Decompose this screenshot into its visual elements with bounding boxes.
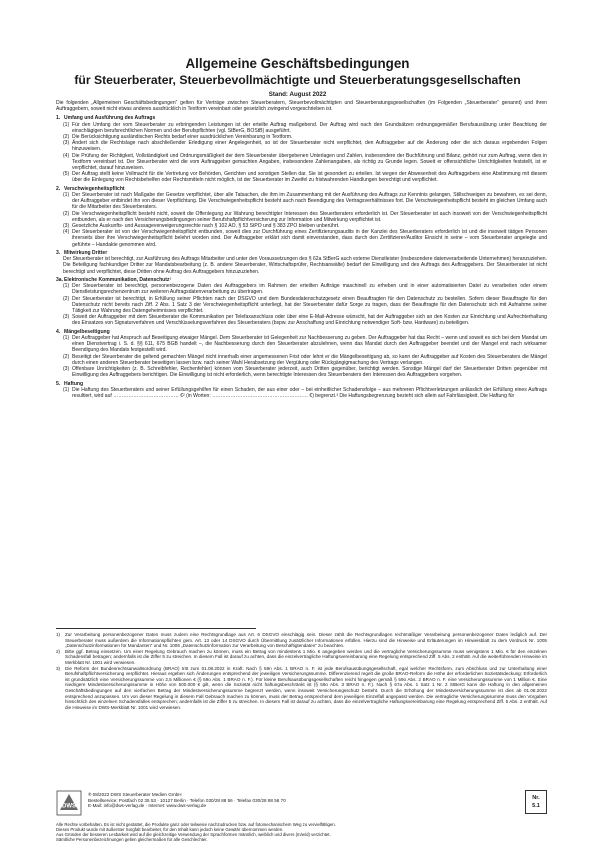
form-number-label: Nr. <box>532 795 540 801</box>
clause-text: Der Auftraggeber hat Anspruch auf Beseitigung etwaiger Mängel. Dem Steuerberater ist Gelegenheit zur Nachbesserung zu geben. Der Auftraggeber hat das Recht – wenn und soweit es sich bei dem Mandat um einen Dienstvertrag i. S. d. §§ 611, 675 BGB handelt –, die Nachbesserung durch den Steuerberater abzulehnen, wenn das Mandat durch den Auftraggeber beendet und der Mangel erst nach wirksamer Beendigung des Mandats festgestellt wird. <box>72 335 547 354</box>
clause-text: Der Auftrag stellt keine Vollmacht für die Vertretung vor Behörden, Gerichten und sonstigen Stellen dar. Sie ist gesondert zu erteilen. Ist wegen der Abwesenheit des Auftraggebers eine Abstimmung mit diesem über die Einlegung von Rechtsbehelfen oder Rechtsmitteln nicht möglich, ist der Steuerberater im Zweifel zu fristwahrenden Handlungen berechtigt und verpflichtet. <box>72 171 547 184</box>
publisher-footer <box>56 790 547 820</box>
clause <box>56 192 547 211</box>
clause-text: Die Verschwiegenheitspflicht besteht nicht, soweit die Offenlegung zur Wahrung berechtigter Interessen des Steuerberaters erforderlich ist. Der Steuerberater ist auch insoweit von der Verschwiegenheitspflicht entbunden, als er nach den Versicherungsbedingungen seiner Berufshaftpflichtversicherung zur Information und Mitwirkung verpflichtet ist. <box>72 210 547 223</box>
legal-notice <box>56 822 547 842</box>
clause <box>56 283 547 295</box>
clause <box>56 140 547 152</box>
clause-text: Der Steuerberater ist von der Verschwiegenheitspflicht entbunden, soweit dies zur Durchführung eines Zertifizierungsaudits in der Kanzlei des Steuerberaters erforderlich ist und die insoweit tätigen Personen ihrerseits über ihre Verschwiegenheitspflicht belehrt worden sind. Der Auftraggeber erklärt sich damit einverstanden, dass durch den Zertifizierer/Auditor Einsicht in seine – vom Steuerberater angelegte und geführte – Handakte genommen wird. <box>72 229 547 248</box>
clause-text: Der Steuerberater ist berechtigt, personenbezogene Daten des Auftraggebers im Rahmen der erteilten Aufträge maschinell zu erheben und in einer automatisierten Datei zu verarbeiten oder einem Dienstleistungsrechenzentrum zur weiteren Auftragsdatenverarbeitung zu übertragen. <box>72 283 547 296</box>
clause-number: (1) <box>63 386 70 393</box>
clause-number: (4) <box>63 152 70 159</box>
intro-paragraph: Die folgenden „Allgemeinen Geschäftsbedingungen“ gelten für Verträge zwischen Steuerberatern, Steuerbevollmächtigten und Steuerberatungsgesellschaften (im Folgenden „Steuerberater“ genannt) und ihren Auftraggebern, soweit nicht etwas anderes ausdrücklich in Textform vereinbart oder gesetzlich zwingend vorgeschrieben ist. <box>56 100 547 113</box>
legal-line: Sämtliche Personenbezeichnungen gelten gleichermaßen für alle Geschlechter. <box>56 837 208 842</box>
dws-logo-icon <box>56 790 82 816</box>
clause <box>56 354 547 366</box>
clause-text: Die Berücksichtigung ausländischen Rechts bedarf einer ausdrücklichen Vereinbarung in Textform. <box>72 134 293 141</box>
section-number: 5. <box>56 380 61 387</box>
clause <box>56 229 547 248</box>
clause-text: Soweit der Auftraggeber mit dem Steuerberater die Kommunikation per Telefaxanschluss oder über eine E-Mail-Adresse wünscht, hat der Auftraggeber sich an den Kosten zur Einrichtung und Aufrechterhaltung des Einsatzes von Signaturverfahren und Verschlüsselungsverfahren des Steuerberaters (bspw. zur Anschaffung und Einrichtung notwendiger Soft- bzw. Hardware) zu beteiligen. <box>72 314 547 327</box>
document-body <box>56 100 547 399</box>
clause-text: Der Steuerberater ist berechtigt, in Erfüllung seiner Pflichten nach der DSGVO und dem Bundesdatenschutzgesetz einen Beauftragten für den Datenschutz zu bestellen. Sofern dieser Beauftragte für den Datenschutz nicht bereits nach Ziff. 2 Abs. 1 Satz 3 der Verschwiegenheitspflicht unterliegt, hat der Steuerberater dafür Sorge zu tragen, dass der Beauftragte für den Datenschutz sich mit Aufnahme seiner Tätigkeit zur Wahrung des Datengeheimnisses verpflichtet. <box>72 295 547 315</box>
legal-line: Aus Gründen der besseren Lesbarkeit wird auf die gleichzeitige Verwendung der Sprachformen männlich, weiblich und divers (m/w/d) verzichtet. <box>56 832 331 837</box>
legal-line: Alle Rechte vorbehalten. Es ist nicht gestattet, die Produkte ganz oder teilweise nachzudrucken bzw. auf fotomechanischem Weg zu vervielfältigen. <box>56 822 336 827</box>
clause <box>56 171 547 183</box>
clause <box>56 211 547 223</box>
clause-number: (2) <box>63 295 70 302</box>
copyright-line: ® 08/2022 DWS Steuerberater Medien GmbH <box>88 792 182 797</box>
clause-text: Die Haftung des Steuerberaters und seiner Erfüllungsgehilfen für einen Schaden, der aus einer oder – bei einheitlicher Schadensfolge – aus mehreren Pflichtverletzungen anlässlich der Erfüllung eines Auftrags resultiert, wird auf ………………………………… €² (in Worten: ………………………………………………… €) begrenzt.³ Die Haftungsbegrenzung bezieht sich allein auf Fahrlässigkeit. Die Haftung für <box>72 386 547 400</box>
section-title: Elektronische Kommunikation, Datenschutz¹ <box>64 277 172 284</box>
section-number: 2. <box>56 185 61 192</box>
section <box>56 381 547 400</box>
form-number-value: 5.1 <box>532 803 540 809</box>
footnote <box>56 649 547 666</box>
footnote <box>56 632 547 649</box>
clause-number: (2) <box>63 134 70 141</box>
clause <box>56 153 547 172</box>
logo-text: DWS <box>62 803 76 810</box>
section <box>56 329 547 379</box>
clause-text: Gesetzliche Auskunfts- und Aussageverweigerungsrechte nach § 102 AO, § 53 StPO und § 383 ZPO bleiben unberührt. <box>72 223 340 230</box>
clause <box>56 296 547 315</box>
clause-text: Ändert sich die Rechtslage nach abschließender Erledigung einer Angelegenheit, so ist der Steuerberater nicht verpflichtet, den Auftraggeber auf die Änderung oder die sich daraus ergebenden Folgen hinzuweisen. <box>72 140 547 153</box>
section-title: Umfang und Ausführung des Auftrags <box>64 115 156 122</box>
publisher-info <box>88 792 286 809</box>
section-title: Mitwirkung Dritter <box>64 250 108 257</box>
footnote <box>56 666 547 711</box>
clause-text: Beseitigt der Steuerberater die geltend gemachten Mängel nicht innerhalb einer angemessenen Frist oder lehnt er die Mängelbeseitigung ab, so kann der Auftraggeber auf Kosten des Steuerberaters die Mängel durch einen anderen Steuerberater beseitigen lassen bzw. nach seiner Wahl Herabsetzung der Vergütung oder Rückgängigmachung des Vertrags verlangen. <box>72 353 547 366</box>
clause-text: Der Steuerberater ist nach Maßgabe der Gesetze verpflichtet, über alle Tatsachen, die ihm im Zusammenhang mit der Ausführung des Auftrags zur Kenntnis gelangen, Stillschweigen zu bewahren, es sei denn, der Auftraggeber entbindet ihn von dieser Verpflichtung. Die Verschwiegenheitspflicht besteht auch nach Beendigung des Vertragsverhältnisses fort. Die Verschwiegenheitspflicht besteht im gleichen Umfang auch für die Mitarbeiter des Steuerberaters. <box>72 192 547 211</box>
footnote-text: Bitte ggf. Betrag einsetzen. Um einer Regelung Gebrauch machen zu können, muss ein Betrag von mindestens 1 Mio. € angegeben werden und die vertragliche Versicherungssumme muss wenigstens 1 Mio. € für den einzelnen Schadensfall betragen; andernfalls ist die Ziffer 5 zu streichen. In diesem Fall ist darauf zu achten, dass die einzelvertragliche Haftungsvereinbarung eine Regelung entsprechend Ziff. 5 Abs. 2 enthält. Auf die weiterführenden Hinweise im Merkblatt Nr. 1001 wird verwiesen. <box>65 648 547 665</box>
section <box>56 115 547 183</box>
clause <box>56 335 547 354</box>
clause-text: Für den Umfang der vom Steuerberater zu erbringenden Leistungen ist der erteilte Auftrag maßgebend. Der Auftrag wird nach den Grundsätzen ordnungsgemäßer Berufsausübung unter Beachtung der einschlägigen berufsrechtlichen Normen und der Berufspflichten (vgl. StBerG, BOStB) ausgeführt. <box>72 121 547 134</box>
clause-number: (1) <box>63 192 70 199</box>
title-block <box>56 56 539 98</box>
legal-line: Dieses Produkt wurde mit äußerster Sorgfalt bearbeitet, für den Inhalt kann jedoch keine Gewähr übernommen werden. <box>56 827 284 832</box>
section-number: 3a. <box>56 277 64 284</box>
clause-number: (5) <box>63 171 70 178</box>
footnotes <box>56 632 547 710</box>
form-number-box <box>525 790 547 814</box>
footnote-divider <box>56 628 256 629</box>
clause-number: (1) <box>63 283 70 290</box>
footnote-number: 3) <box>56 665 61 671</box>
document-date: Stand: August 2022 <box>268 91 327 98</box>
document-title: Allgemeine Geschäftsbedingungen <box>185 56 410 71</box>
footnote-number: 2) <box>56 648 61 654</box>
footnote-text: Zur Verarbeitung personenbezogener Daten muss zudem eine Rechtsgrundlage aus Art. 6 DSGVO einschlägig sein. Dieser zählt die Rechtsgrundlagen rechtmäßiger Verarbeitung personenbezogener Daten lediglich auf. Der Steuerberater muss außerdem die Informationspflichten gem. Art. 13 oder 14 DSGVO durch Übermittlung zusätzlicher Informationen erfüllen. Hierzu sind die Hinweise und Erläuterungen im Hinweisblatt zu dem Vordruck Nr. 1005 „Datenschutzinformationen für Mandanten“ und Nr. 1006 „Datenschutzinformation zur Verarbeitung von Beschäftigtendaten“ zu beachten. <box>65 632 547 649</box>
clause-text: Die Prüfung der Richtigkeit, Vollständigkeit und Ordnungsmäßigkeit der dem Steuerberater übergebenen Unterlagen und Zahlen, insbesondere der Buchführung und Bilanz, gehört nur zum Auftrag, wenn dies in Textform vereinbart ist. Der Steuerberater wird die vom Auftraggeber gemachten Angaben, insbesondere Zahlenangaben, als richtig zu Grunde legen. Soweit er offensichtliche Unrichtigkeiten feststellt, ist er verpflichtet, darauf hinzuweisen. <box>72 152 547 172</box>
clause-number: (4) <box>63 229 70 236</box>
footnote-number: 1) <box>56 632 61 637</box>
footnote-text: Die Reform der Bundesrechtsanwaltsordnung (BRAO) tritt zum 01.08.2022 in Kraft. Nach § 59n Abs. 1 BRAO n. F. ist jede Berufsausübungsgesellschaft, egal welcher Rechtsform, zum Abschluss und zur Unterhaltung einer Berufshaftpflichtversicherung verpflichtet. Hieraus ergeben sich Änderungen entsprechend der jeweiligen Versicherungssumme. Differenzierend regelt die große BRAO-Reform die Höhe der erforderlichen Sozietätsdeckung: Erforderlich ist grundsätzlich eine Versicherungssumme von 2,5 Millionen € (§ 59o Abs. 1 BRAO n. F.). Für kleine Berufsausübungsgesellschaften reicht hingegen gemäß § 59o Abs. 2 BRAO n. F. eine Versicherungssumme von 1 Million €. Eine niedrigere Mindestversicherungssumme in Höhe von 500.000 € gilt, wenn die Sozietät nicht haftungsbeschränkt ist (§ 59o Abs. 3 BRAO n. F.). Nach § 67a Abs. 1 Satz 1 Nr. 2 StBerG kann die Haftung in den allgemeinen Geschäftsbedingungen auf den vierfachen Betrag der Mindestversicherungssumme begrenzt werden, wenn insoweit Versicherungsschutz besteht. Durch die Erhöhung der Mindestversicherungssumme ist dies ab 01.08.2022 entsprechend anzupassen. Um von dieser Regelung in diesem Fall Gebrauch machen zu können, muss der Betrag entsprechend dem jeweiligen Einzelfall angepasst werden. Die vertragliche Versicherungssumme muss den Vorgaben hinsichtlich des einzelnen Schadensfalles entsprechen; andernfalls ist die Ziffer 5 zu streichen. In diesem Fall ist darauf zu achten, dass die einzelvertragliche Haftungsvereinbarung eine Regelung entsprechend Ziff. 5 Abs. 2 enthält. Auf die Hinweise im DWS-Merkblatt Nr. 1001 wird verwiesen. <box>65 665 547 710</box>
clause-text: Offenbare Unrichtigkeiten (z. B. Schreibfehler, Rechenfehler) können vom Steuerberater jederzeit, auch Dritten gegenüber, berichtigt werden. Sonstige Mängel darf der Steuerberater Dritten gegenüber mit Einwilligung des Auftraggebers berichtigen. Die Einwilligung ist nicht erforderlich, wenn berechtigte Interessen des Steuerberaters den Interessen des Auftraggebers vorgehen. <box>72 366 547 379</box>
clause-number: (2) <box>63 210 70 217</box>
section <box>56 250 547 275</box>
contact-line: E-Mail: info@dws-verlag.de · Internet: www.dws-verlag.de <box>88 803 207 809</box>
section <box>56 186 547 248</box>
section-number: 1. <box>56 115 61 122</box>
clause <box>56 387 547 399</box>
section-title: Haftung <box>64 380 84 387</box>
section-title: Mängelbeseitigung <box>64 328 110 335</box>
address-line: Bestellservice: Postfach 02 35 53 · 10127 Berlin · Telefon 030/28 88 56 · Telefax 030/28 88 56 70 <box>88 797 286 803</box>
clause-number: (2) <box>63 353 70 360</box>
section <box>56 277 547 327</box>
clause-number: (3) <box>63 140 70 147</box>
clause-number: (3) <box>63 314 70 321</box>
sections-container <box>56 115 547 399</box>
section-title: Verschwiegenheitspflicht <box>64 185 125 192</box>
section-text: Der Steuerberater ist berechtigt, zur Ausführung des Auftrags Mitarbeiter und unter den Voraussetzungen des § 62a StBerG auch externe Dienstleister (insbesondere datenverarbeitende Unternehmen) heranzuziehen. Die Beteiligung fachkundiger Dritter zur Mandatsbearbeitung (z. B. andere Steuerberater, Wirtschaftsprüfer, Rechtsanwälte) bedarf der Einwilligung und des Auftrags des Auftraggebers. Der Steuerberater ist nicht berechtigt und verpflichtet, diese Dritten ohne Auftrag des Auftraggebers hinzuzuziehen. <box>63 256 547 275</box>
section-number: 4. <box>56 328 61 335</box>
clause <box>56 122 547 134</box>
clause-number: (3) <box>63 223 70 230</box>
clause-number: (1) <box>63 121 70 128</box>
section-number: 3. <box>56 250 61 257</box>
document-subtitle: für Steuerberater, Steuerbevollmächtigte und Steuerberatungsgesellschaften <box>74 73 521 87</box>
clause <box>56 314 547 326</box>
clause-number: (3) <box>63 366 70 373</box>
clause-number: (1) <box>63 335 70 342</box>
clause <box>56 366 547 378</box>
